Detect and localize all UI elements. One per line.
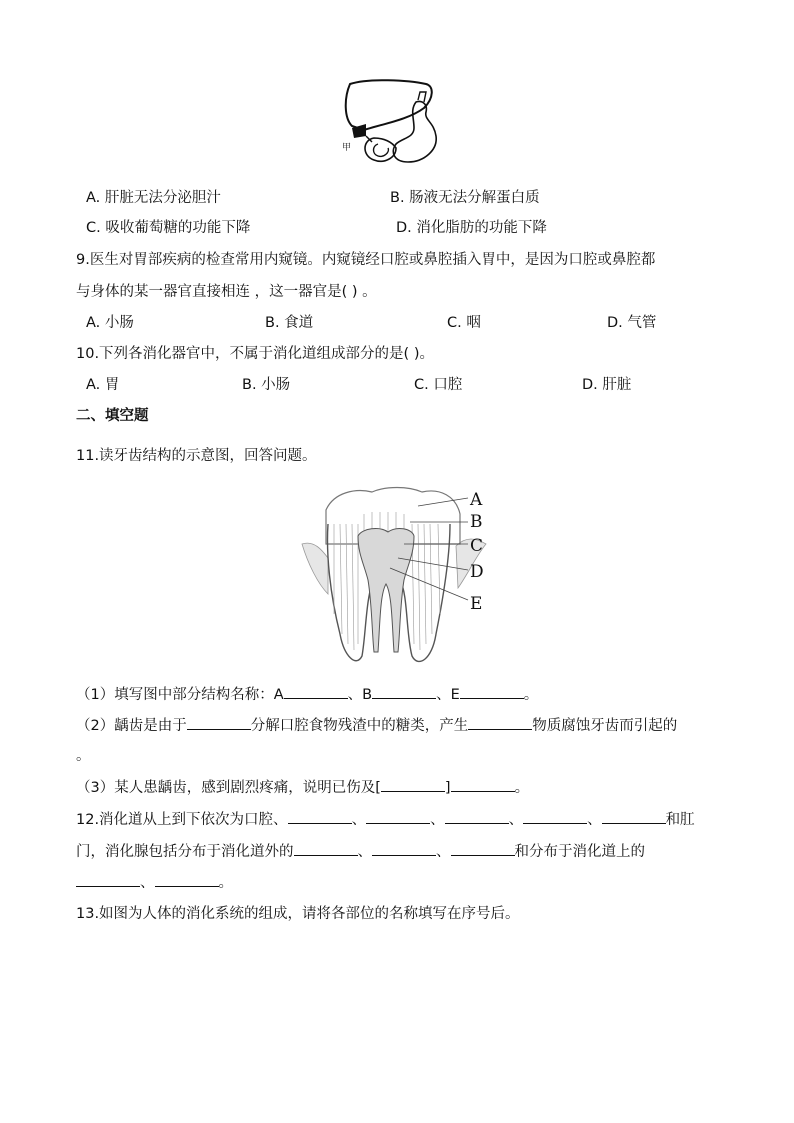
separator: 、	[430, 812, 445, 828]
q9-option-b: B. 食道	[265, 315, 314, 331]
q10-option-c: C. 口腔	[414, 377, 463, 393]
q9-option-c: C. 咽	[447, 315, 481, 331]
q11-part3-prefix: （3）某人患龋齿，感到剧烈疼痛，说明已伤及[	[76, 780, 381, 796]
q9-stem-line2: 与身体的某一器官直接相连 ，这一器官是( ) 。	[76, 284, 377, 300]
tooth-label-e: E	[470, 594, 483, 614]
q8-option-b: B. 肠液无法分解蛋白质	[390, 190, 540, 206]
answer-blank[interactable]	[602, 811, 666, 824]
answer-blank[interactable]	[366, 811, 430, 824]
answer-blank[interactable]	[372, 686, 436, 699]
digestive-organs-figure	[338, 78, 442, 174]
tooth-label-c: C	[470, 536, 484, 556]
q8-option-a: A. 肝脏无法分泌胆汁	[86, 190, 221, 206]
separator: 、	[357, 844, 372, 860]
tooth-label-a: A	[470, 490, 483, 510]
answer-blank[interactable]	[187, 717, 251, 730]
q12-line1-prefix: 12.消化道从上到下依次为口腔、	[76, 812, 288, 828]
separator: 、	[508, 812, 524, 828]
q12-line3	[76, 871, 233, 892]
q11-part1-end: 。	[523, 687, 539, 703]
q11-stem: 11.读牙齿结构的示意图，回答问题。	[76, 448, 317, 464]
answer-blank[interactable]	[155, 874, 219, 887]
q10-option-b: B. 小肠	[242, 377, 291, 393]
q11-part3-mid: ]	[444, 780, 451, 796]
figure-marker-label: 甲	[342, 143, 352, 153]
answer-blank[interactable]	[294, 843, 358, 856]
q8-option-c: C. 吸收葡萄糖的功能下降	[86, 220, 251, 236]
answer-blank[interactable]	[451, 779, 515, 792]
answer-blank[interactable]	[288, 811, 352, 824]
q10-option-a: A. 胃	[86, 377, 120, 393]
q11-part3	[76, 776, 529, 797]
separator: 、	[140, 875, 155, 891]
q11-part2-line2: 。	[76, 748, 91, 764]
answer-blank[interactable]	[460, 686, 524, 699]
answer-blank[interactable]	[468, 717, 532, 730]
q9-option-a: A. 小肠	[86, 315, 134, 331]
q11-part3-end: 。	[514, 780, 530, 796]
q9-stem-line1: 9.医生对胃部疾病的检查常用内窥镜。内窥镜经口腔或鼻腔插入胃中，是因为口腔或鼻腔都	[76, 252, 656, 268]
answer-blank[interactable]	[381, 779, 445, 792]
q11-part1-sep1: 、B	[347, 687, 373, 703]
answer-blank[interactable]	[451, 843, 515, 856]
q12-line2-prefix: 门，消化腺包括分布于消化道外的	[76, 844, 294, 860]
q12-line2	[76, 840, 645, 861]
q11-part1-prefix: （1）填写图中部分结构名称：A	[76, 687, 284, 703]
answer-blank[interactable]	[76, 874, 140, 887]
q12-line3-end: 。	[218, 875, 233, 891]
q13-stem: 13.如图为人体的消化系统的组成，请将各部位的名称填写在序号后。	[76, 906, 520, 922]
answer-blank[interactable]	[523, 811, 587, 824]
q11-part2	[76, 714, 677, 735]
separator: 、	[351, 812, 367, 828]
q11-part2-prefix: （2）龋齿是由于	[76, 718, 187, 734]
separator: 、	[436, 844, 451, 860]
q10-stem: 10.下列各消化器官中，不属于消化道组成部分的是( )。	[76, 346, 434, 362]
q8-option-d: D. 消化脂肪的功能下降	[396, 220, 547, 236]
q12-line2-mid: 和分布于消化道上的	[514, 844, 645, 860]
q11-part1	[76, 683, 538, 704]
answer-blank[interactable]	[445, 811, 509, 824]
separator: 、	[587, 812, 602, 828]
tooth-label-d: D	[470, 562, 484, 582]
section-title: 二、填空题	[76, 408, 149, 424]
q11-part2-mid: 分解口腔食物残渣中的糖类，产生	[250, 718, 469, 734]
q11-part2-end: 物质腐蚀牙齿而引起的	[532, 718, 678, 734]
q9-option-d: D. 气管	[607, 315, 657, 331]
answer-blank[interactable]	[372, 843, 436, 856]
q11-part1-sep2: 、E	[436, 687, 460, 703]
q12-line1	[76, 808, 695, 829]
q10-option-d: D. 肝脏	[582, 377, 632, 393]
answer-blank[interactable]	[284, 686, 348, 699]
q12-line1-end: 和肛	[665, 812, 695, 828]
tooth-label-b: B	[470, 512, 483, 532]
